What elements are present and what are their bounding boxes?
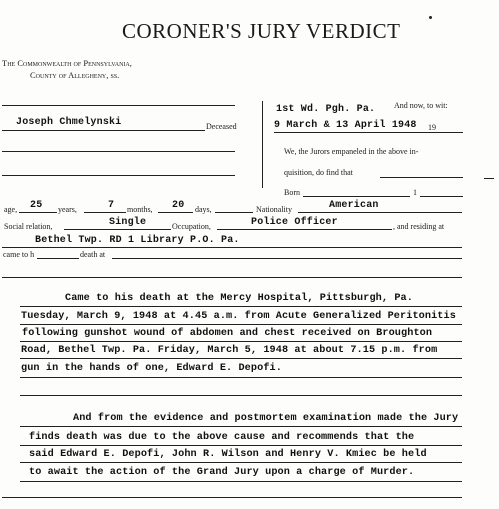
jurors-find-line: [380, 177, 463, 178]
inquest-dates: 9 March & 13 April 1948: [274, 120, 417, 131]
nationality-label: Nationality: [256, 205, 292, 214]
bracket-line: [262, 101, 263, 188]
narrative-rule-3: [20, 341, 462, 342]
blank-line-top: [2, 105, 235, 106]
finding-line-4: to await the action of the Grand Jury upon a charge of Murder.: [29, 467, 415, 478]
blank-line-5: [20, 395, 462, 396]
occupation-value: Police Officer: [251, 217, 338, 228]
months-label: months,: [127, 205, 153, 214]
age-months: 7: [108, 200, 115, 211]
nationality-line: [298, 212, 462, 213]
narrative-rule-2: [20, 324, 462, 325]
inquest-place: 1st Wd. Pgh. Pa.: [276, 104, 376, 115]
residence-value: Bethel Twp. RD 1 Library P.O. Pa.: [35, 235, 240, 246]
deceased-name-line: [2, 130, 205, 131]
year-prefix: 19: [428, 123, 436, 132]
jurors-text-2: quisition, do find that: [284, 168, 353, 177]
residing-label: , and residing at: [393, 222, 445, 231]
years-label: years,: [58, 205, 77, 214]
document-title: CORONER'S JURY VERDICT: [122, 19, 401, 43]
county-label: County of Allegheny, ss.: [30, 70, 120, 80]
social-relation-value: Single: [109, 217, 147, 228]
finding-rule-2: [20, 445, 462, 446]
born-separator: 1: [413, 188, 417, 197]
born-line-1: [303, 196, 410, 197]
death-at-label: death at: [80, 250, 106, 259]
ink-mark: [484, 178, 494, 179]
finding-rule-1: [20, 426, 462, 427]
age-months-line: [84, 212, 126, 213]
blank-line-6: [2, 497, 462, 498]
born-label: Born: [284, 188, 300, 197]
finding-line-1: And from the evidence and postmortem examination made the Jury: [73, 413, 459, 424]
blank-line-2: [2, 151, 235, 152]
blank-after-days: [215, 212, 253, 213]
finding-rule-4: [20, 481, 462, 482]
nationality-value: American: [329, 200, 379, 211]
narrative-line-3: following gunshot wound of abdomen and chest received on Broughton: [22, 328, 433, 339]
occupation-label: Occupation,: [172, 222, 211, 231]
finding-rule-3: [20, 462, 462, 463]
born-line-2: [420, 196, 463, 197]
age-years: 25: [30, 200, 43, 211]
narrative-rule-1: [20, 306, 462, 307]
deceased-name: Joseph Chmelynski: [16, 117, 122, 128]
residence-line: [2, 247, 462, 248]
finding-line-2: finds death was due to the above cause and recommends that the: [29, 432, 415, 443]
narrative-line-4: Road, Bethel Twp. Pa. Friday, March 5, 1948 at about 7.15 p.m. from: [21, 345, 438, 356]
blank-line-3: [2, 175, 235, 176]
narrative-line-2: Tuesday, March 9, 1948 at 4.45 a.m. from Acute Generalized Peritonitis: [21, 311, 456, 322]
age-years-line: [19, 212, 57, 213]
narrative-line-1: Came to his death at the Mercy Hospital, Pittsburgh, Pa.: [65, 293, 413, 304]
came-to-line: [37, 258, 79, 259]
social-relation-label: Social relation,: [4, 222, 53, 231]
narrative-line-5: gun in the hands of one, Edward E. Depofi.: [21, 363, 282, 374]
date-line: [274, 132, 463, 133]
ink-speck: [429, 16, 432, 19]
age-days-line: [158, 212, 193, 213]
deceased-label: Deceased: [206, 122, 237, 131]
blank-line-4: [2, 277, 462, 278]
days-label: days,: [195, 205, 212, 214]
came-to-label: came to h: [3, 250, 35, 259]
and-now-label: And now, to wit:: [394, 101, 448, 110]
finding-line-3: said Edward E. Depofi, John R. Wilson and Henry V. Kmiec be held: [29, 449, 427, 460]
narrative-rule-4: [20, 358, 462, 359]
social-relation-line: [64, 229, 171, 230]
narrative-rule-5: [20, 377, 462, 378]
age-days: 20: [172, 200, 185, 211]
death-at-line: [112, 258, 462, 259]
occupation-line: [217, 229, 392, 230]
jurors-text-1: We, the Jurors empaneled in the above in-: [284, 147, 419, 156]
age-label: age,: [4, 205, 18, 214]
commonwealth-label: The Commonwealth of Pennsylvania,: [2, 58, 132, 68]
